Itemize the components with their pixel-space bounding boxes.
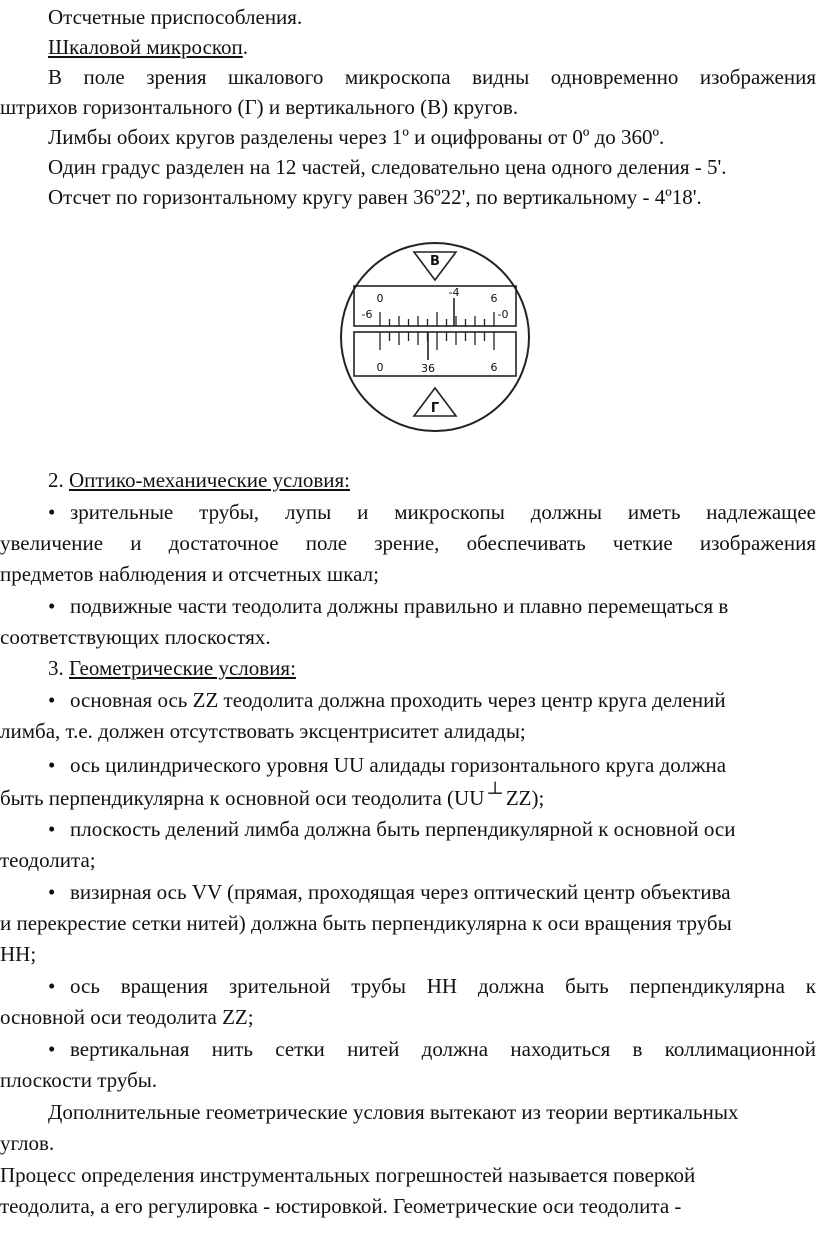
section3-b4-line1: • визирная ось VV (прямая, проходящая через оптический центр объектива (0, 877, 816, 907)
section3-b2-line1: • ось цилиндрического уровня UU алидады горизонтального круга должна (0, 750, 816, 780)
section2-b1-line1: • зрительные трубы, лупы и микроскопы должны иметь надлежащее (0, 497, 816, 527)
perpendicular-symbol: ┴ (488, 783, 502, 804)
lower-label-36: 36 (421, 362, 435, 375)
section3-b2-line2: быть перпендикулярна к основной оси теодолита (UU ┴ ZZ); (0, 783, 545, 810)
subheading-end: . (242, 35, 249, 59)
section2-b2-line1: • подвижные части теодолита должны правильно и плавно перемещаться в (0, 591, 816, 621)
upper-label-6: 6 (490, 292, 498, 305)
bullet-icon: • (48, 500, 56, 524)
heading: Отсчетные приспособления. (48, 5, 303, 29)
bottom-mark: Г (430, 401, 440, 416)
section3-b4-line2: и перекрестие сетки нитей) должна быть перпендикулярна к оси вращения трубы (0, 911, 732, 935)
section3-number: 3. (48, 656, 64, 680)
top-mark: В (430, 254, 440, 269)
section3-b6-line1: • вертикальная нить сетки нитей должна находиться в коллимационной (0, 1034, 816, 1064)
bullet-icon: • (48, 974, 56, 998)
intro-p1-line1: В поле зрения шкалового микроскопа видны одновременно изображения (48, 65, 816, 89)
bullet-icon: • (48, 1037, 56, 1061)
lower-label-0: 0 (376, 361, 384, 374)
section2-number: 2. (48, 468, 64, 492)
lower-scale-ticks (380, 332, 494, 360)
section2-title: Оптико-механические условия: (69, 468, 350, 492)
upper-label-m4: -4 (448, 286, 460, 299)
subheading: Шкаловой микроскоп (48, 35, 243, 59)
bullet-icon: • (48, 594, 56, 618)
section3-b3-line1: • плоскость делений лимба должна быть перпендикулярной к основной оси (0, 814, 816, 844)
bullet-icon: • (48, 688, 56, 712)
closing-p2-line2: теодолита, а его регулировка - юстировкой. Геометрические оси теодолита - (0, 1194, 682, 1218)
lower-label-6: 6 (490, 361, 498, 374)
section3-b5-line1: • ось вращения зрительной трубы НН должна быть перпендикулярна к (0, 971, 816, 1001)
intro-p2: Лимбы обоих кругов разделены через 1º и оцифрованы от 0º до 360º. (48, 125, 665, 149)
microscope-field-figure (340, 232, 530, 442)
upper-scale-ticks (380, 298, 494, 326)
upper-label-m6: -6 (361, 308, 373, 321)
intro-p4: Отсчет по горизонтальному кругу равен 36º22', по вертикальному - 4º18'. (48, 185, 702, 209)
section3-b5-line2: основной оси теодолита ZZ; (0, 1005, 254, 1029)
section2-b1-line2: увеличение и достаточное поле зрение, обеспечивать четкие изображения (0, 531, 816, 555)
section3-b1-line1: • основная ось ZZ теодолита должна проходить через центр круга делений (0, 685, 816, 715)
upper-label-0: 0 (376, 292, 384, 305)
section2-heading (0, 465, 816, 495)
intro-p3: Один градус разделен на 12 частей, следовательно цена одного деления - 5'. (48, 155, 727, 179)
upper-label-m0: -0 (497, 308, 509, 321)
bullet-icon: • (48, 753, 56, 777)
section3-b4-line3: НН; (0, 942, 37, 966)
closing-p1-line1: Дополнительные геометрические условия вытекают из теории вертикальных (48, 1100, 739, 1124)
closing-p2-line1: Процесс определения инструментальных погрешностей называется поверкой (0, 1163, 696, 1187)
section3-b1-line2: лимба, т.е. должен отсутствовать эксцентриситет алидады; (0, 719, 526, 743)
section3-b3-line2: теодолита; (0, 848, 96, 872)
intro-p1-line2: штрихов горизонтального (Г) и вертикального (В) кругов. (0, 95, 519, 119)
bullet-icon: • (48, 880, 56, 904)
section3-heading (0, 653, 816, 683)
section3-title: Геометрические условия: (69, 656, 296, 680)
section2-b2-line2: соответствующих плоскостях. (0, 625, 271, 649)
section3-b6-line2: плоскости трубы. (0, 1068, 158, 1092)
bullet-icon: • (48, 817, 56, 841)
section2-b1-line3: предметов наблюдения и отсчетных шкал; (0, 562, 379, 586)
subheading-line (0, 32, 816, 62)
closing-p1-line2: углов. (0, 1131, 55, 1155)
